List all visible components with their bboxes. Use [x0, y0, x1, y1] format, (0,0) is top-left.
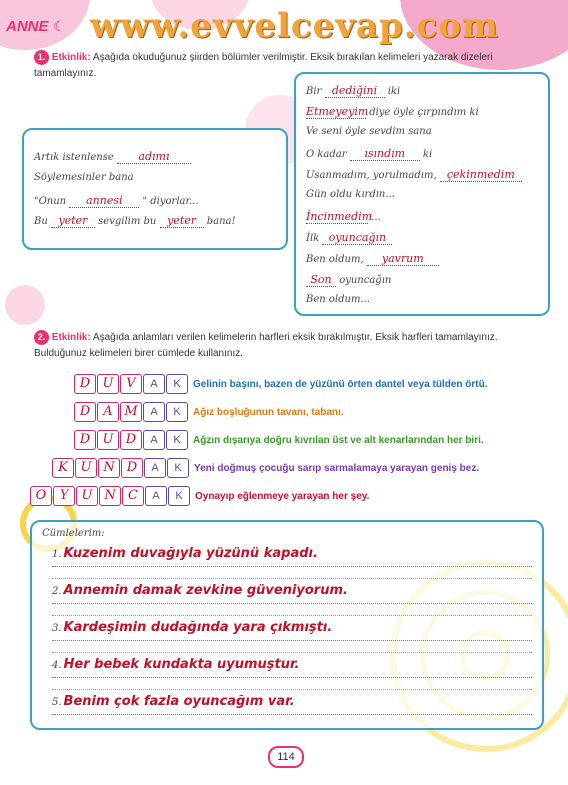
poem-line: Gün oldu kırdın...: [306, 189, 395, 200]
letter-box: U: [97, 430, 119, 450]
sentence-text: Kuzenim duvağıyla yüzünü kapadı.: [63, 546, 318, 561]
word-row: [30, 486, 369, 506]
poem-line: İlk oyuncağın: [306, 231, 392, 245]
poem-line: Ve seni öyle sevdim sana: [306, 126, 432, 137]
word-definition: Ağzın dışarıya doğru kıvrılan üst ve alt kenarlarından her biri.: [193, 434, 484, 446]
section-title-text: ANNE: [6, 18, 49, 35]
sentence-number: 1.: [52, 549, 62, 560]
letter-box: D: [74, 374, 96, 394]
poem-line: Ben oldum...: [306, 294, 370, 305]
letter-box: U: [97, 374, 119, 394]
letter-box: V: [120, 374, 142, 394]
letter-box: A: [145, 486, 167, 506]
sentences-box: [30, 520, 544, 730]
answer-blank: yavrum: [367, 252, 439, 266]
poem-box-left: [22, 128, 288, 250]
poem-line: Söylemesinler bana: [34, 172, 134, 183]
sentence-row: [52, 618, 532, 641]
poem-line: Artık istenlense adımı: [34, 150, 191, 164]
activity2-title: Etkinlik:: [51, 332, 91, 343]
watermark: www.evvelcevap.com: [90, 6, 499, 46]
poem-line: Ben oldum, yavrum: [306, 252, 439, 266]
sentence-number: 3.: [52, 623, 62, 634]
answer-blank: dediğini: [325, 84, 385, 98]
sentence-row: [52, 655, 532, 678]
word-definition: Ağız boşluğunun tavanı, tabanı.: [193, 406, 344, 418]
poem-line: O kadar ısındım ki: [306, 147, 433, 160]
letter-box: K: [167, 458, 189, 478]
answer-blank: Son: [306, 273, 336, 287]
letter-box: A: [143, 402, 165, 422]
decor-circle: [5, 285, 45, 325]
letter-box: K: [166, 374, 188, 394]
answer-blank: annesi: [69, 194, 139, 208]
poem-line: "Onun annesi " diyorlar...: [34, 194, 199, 207]
activity1-number: 1.: [34, 50, 49, 65]
answer-blank: oyuncağın: [322, 231, 392, 245]
writing-line: [52, 615, 532, 616]
sentence-number: 5.: [52, 697, 62, 708]
sentence-row: [52, 544, 532, 567]
letter-box: A: [143, 430, 165, 450]
sentence-text: Her bebek kundakta uyumuştur.: [63, 657, 300, 672]
answer-blank: yeter: [160, 214, 204, 228]
moon-icon: ☾: [52, 18, 66, 34]
letter-box: A: [144, 458, 166, 478]
activity1-title: Etkinlik:: [51, 52, 91, 63]
poem-line: Usanmadım, yorulmadım, çekinmedim: [306, 168, 522, 182]
answer-blank: Etmeyeyim: [306, 105, 369, 118]
sentence-row: [52, 581, 532, 604]
sentence-row: [52, 692, 532, 715]
letter-box: K: [166, 402, 188, 422]
writing-line: [52, 652, 532, 653]
letter-box: A: [97, 402, 119, 422]
letter-box: K: [52, 458, 74, 478]
letter-box: C: [122, 486, 144, 506]
sentence-number: 2.: [52, 586, 62, 597]
letter-box: U: [75, 458, 97, 478]
letter-box: D: [74, 430, 96, 450]
letter-box: Y: [53, 486, 75, 506]
letter-box: K: [168, 486, 190, 506]
poem-line: Etmeyeyim diye öyle çırpındım ki: [306, 105, 479, 118]
sentence-number: 4.: [52, 660, 62, 671]
activity2-instruction: [34, 330, 549, 362]
word-row: [74, 430, 484, 450]
answer-blank: yeter: [51, 214, 95, 228]
letter-box: D: [121, 458, 143, 478]
letter-box: O: [30, 486, 52, 506]
writing-line: [52, 578, 532, 579]
letter-box: N: [99, 486, 121, 506]
poem-line: Bir dediğini iki: [306, 84, 401, 97]
letter-box: K: [166, 430, 188, 450]
word-row: [74, 374, 487, 394]
poem-line: İncinmedim ...: [306, 210, 381, 223]
section-title: [6, 18, 66, 36]
activity1-text: Aşağıda okuduğunuz şiirden bölümler verilmiştir. Eksik bırakılan kelimeleri yazarak dizeleri tamamlayınız.: [34, 52, 493, 79]
sentence-text: Annemin damak zevkine güveniyorum.: [63, 583, 348, 598]
poem-box-right: [294, 72, 550, 316]
letter-box: M: [120, 402, 142, 422]
letter-box: A: [143, 374, 165, 394]
letter-box: N: [98, 458, 120, 478]
word-definition: Oynayıp eğlenmeye yarayan her şey.: [195, 490, 370, 502]
answer-blank: çekinmedim: [440, 168, 522, 182]
sentences-label: Cümlelerim:: [42, 528, 105, 539]
letter-box: D: [120, 430, 142, 450]
poem-line: Son oyuncağın: [306, 273, 391, 287]
page-number-text: 114: [277, 751, 295, 763]
sentence-text: Benim çok fazla oyuncağım var.: [63, 694, 295, 709]
word-row: [74, 402, 344, 422]
sentence-text: Kardeşimin dudağında yara çıkmıştı.: [63, 620, 333, 635]
activity2-text: Aşağıda anlamları verilen kelimelerin harfleri eksik bırakılmıştır. Eksik harfleri tamamlayınız. Bulduğunuz kelimeleri birer cümlede kullanınız.: [34, 332, 498, 359]
word-definition: Yeni doğmuş çocuğu sarıp sarmalamaya yarayan geniş bez.: [194, 462, 480, 474]
page-number: [268, 746, 304, 768]
poem-line: Bu yeter sevgilim bu yeter bana!: [34, 214, 236, 227]
answer-blank: ısındım: [350, 147, 420, 161]
word-row: [52, 458, 479, 478]
answer-blank: adımı: [117, 150, 191, 164]
letter-box: D: [74, 402, 96, 422]
word-definition: Gelinin başını, bazen de yüzünü örten dantel veya tülden örtü.: [193, 378, 488, 390]
activity2-number: 2.: [34, 330, 49, 345]
answer-blank: İncinmedim: [306, 210, 373, 223]
writing-line: [52, 689, 532, 690]
letter-box: U: [76, 486, 98, 506]
